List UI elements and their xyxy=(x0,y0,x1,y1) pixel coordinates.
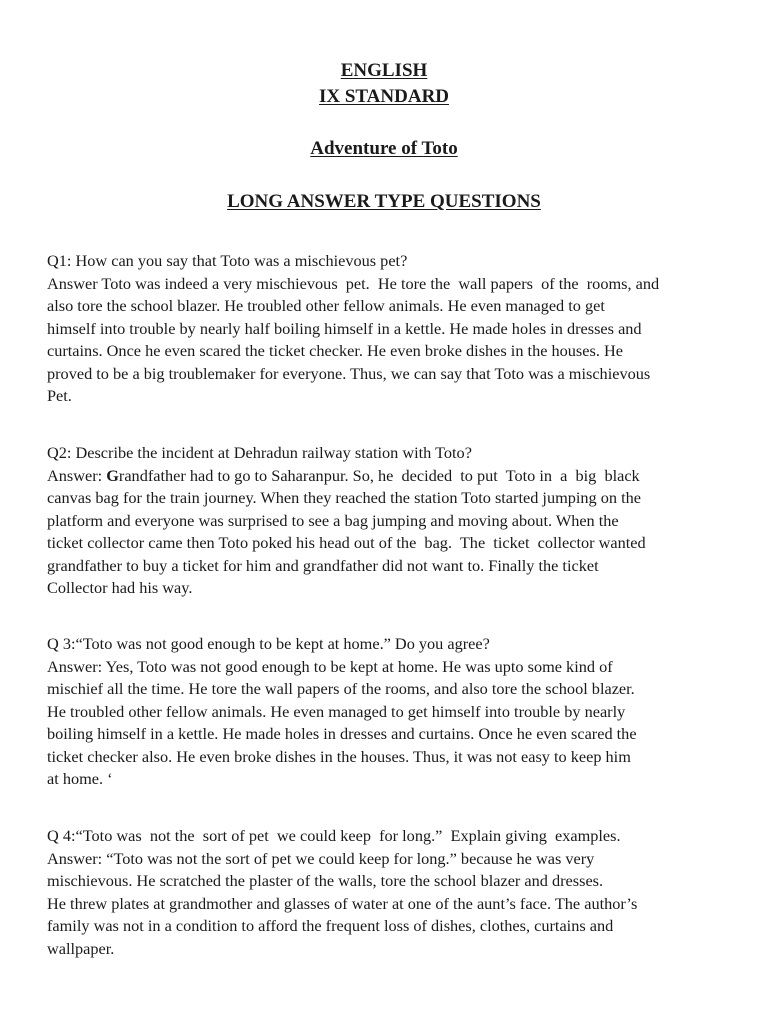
question-text: Q 4:“Toto was not the sort of pet we could keep for long.” Explain giving examples. xyxy=(47,826,621,845)
question-text: Q1: How can you say that Toto was a mischievous pet? xyxy=(47,251,408,270)
answer-line: Answer: “Toto was not the sort of pet we could keep for long.” because he was very xyxy=(47,848,595,868)
answer-first-rest: randfather had to go to Saharanpur. So, he decided to put Toto in a big black xyxy=(118,465,640,485)
question-block-2 xyxy=(47,442,717,600)
answer-line: mischief all the time. He tore the wall papers of the rooms, and also tore the school blazer. xyxy=(47,679,635,698)
answer-prefix: Answer: xyxy=(47,465,107,485)
answer-line: He troubled other fellow animals. He even managed to get himself into trouble by nearly xyxy=(47,701,626,721)
answer-line: Answer Toto was indeed a very mischievous pet. He tore the wall papers of the rooms, and xyxy=(47,273,660,293)
answer-line: family was not in a condition to afford the frequent loss of dishes, clothes, curtains and xyxy=(47,916,614,935)
answer-line: also tore the school blazer. He troubled other fellow animals. He even managed to get xyxy=(47,296,605,315)
answer-line: platform and everyone was surprised to see a bag jumping and moving about. When the xyxy=(47,510,619,530)
answer-line: Pet. xyxy=(47,386,72,405)
question-text: Q2: Describe the incident at Dehradun railway station with Toto? xyxy=(47,443,472,462)
question-block-4 xyxy=(47,825,717,960)
question-block-1 xyxy=(47,250,717,408)
answer-line: canvas bag for the train journey. When they reached the station Toto started jumping on the xyxy=(47,488,642,507)
answer-line: grandfather to buy a ticket for him and grandfather did not want to. Finally the ticket xyxy=(47,555,599,575)
standard-heading: IX STANDARD xyxy=(318,86,450,107)
question-block-3 xyxy=(47,633,717,791)
answer-line: curtains. Once he even scared the ticket checker. He even broke dishes in the houses. He xyxy=(47,341,623,360)
section-heading: LONG ANSWER TYPE QUESTIONS xyxy=(227,191,541,212)
answer-bold-letter: G xyxy=(106,465,119,485)
question-text: Q 3:“Toto was not good enough to be kept at home.” Do you agree? xyxy=(47,634,490,653)
answer-line: himself into trouble by nearly half boiling himself in a kettle. He made holes in dresses and xyxy=(47,318,642,338)
answer-line: ticket collector came then Toto poked his head out of the bag. The ticket collector wanted xyxy=(47,533,646,552)
answer-line: wallpaper. xyxy=(47,938,115,958)
answer-line: proved to be a big troublemaker for everyone. Thus, we can say that Toto was a mischievous xyxy=(47,363,651,383)
subject-heading: ENGLISH xyxy=(340,60,428,81)
answer-line: at home. ‘ xyxy=(47,769,113,788)
answer-line: Collector had his way. xyxy=(47,578,193,597)
answer-line: boiling himself in a kettle. He made holes in dresses and curtains. Once he even scared the xyxy=(47,724,637,743)
answer-line-first xyxy=(47,465,717,488)
answer-line: He threw plates at grandmother and glasses of water at one of the aunt’s face. The author’s xyxy=(47,893,638,913)
answer-line: ticket checker also. He even broke dishes in the houses. Thus, it was not easy to keep him xyxy=(47,746,631,766)
answer-line: Answer: Yes, Toto was not good enough to be kept at home. He was upto some kind of xyxy=(47,656,613,676)
chapter-title: Adventure of Toto xyxy=(310,138,458,159)
answer-line: mischievous. He scratched the plaster of the walls, tore the school blazer and dresses. xyxy=(47,871,604,890)
